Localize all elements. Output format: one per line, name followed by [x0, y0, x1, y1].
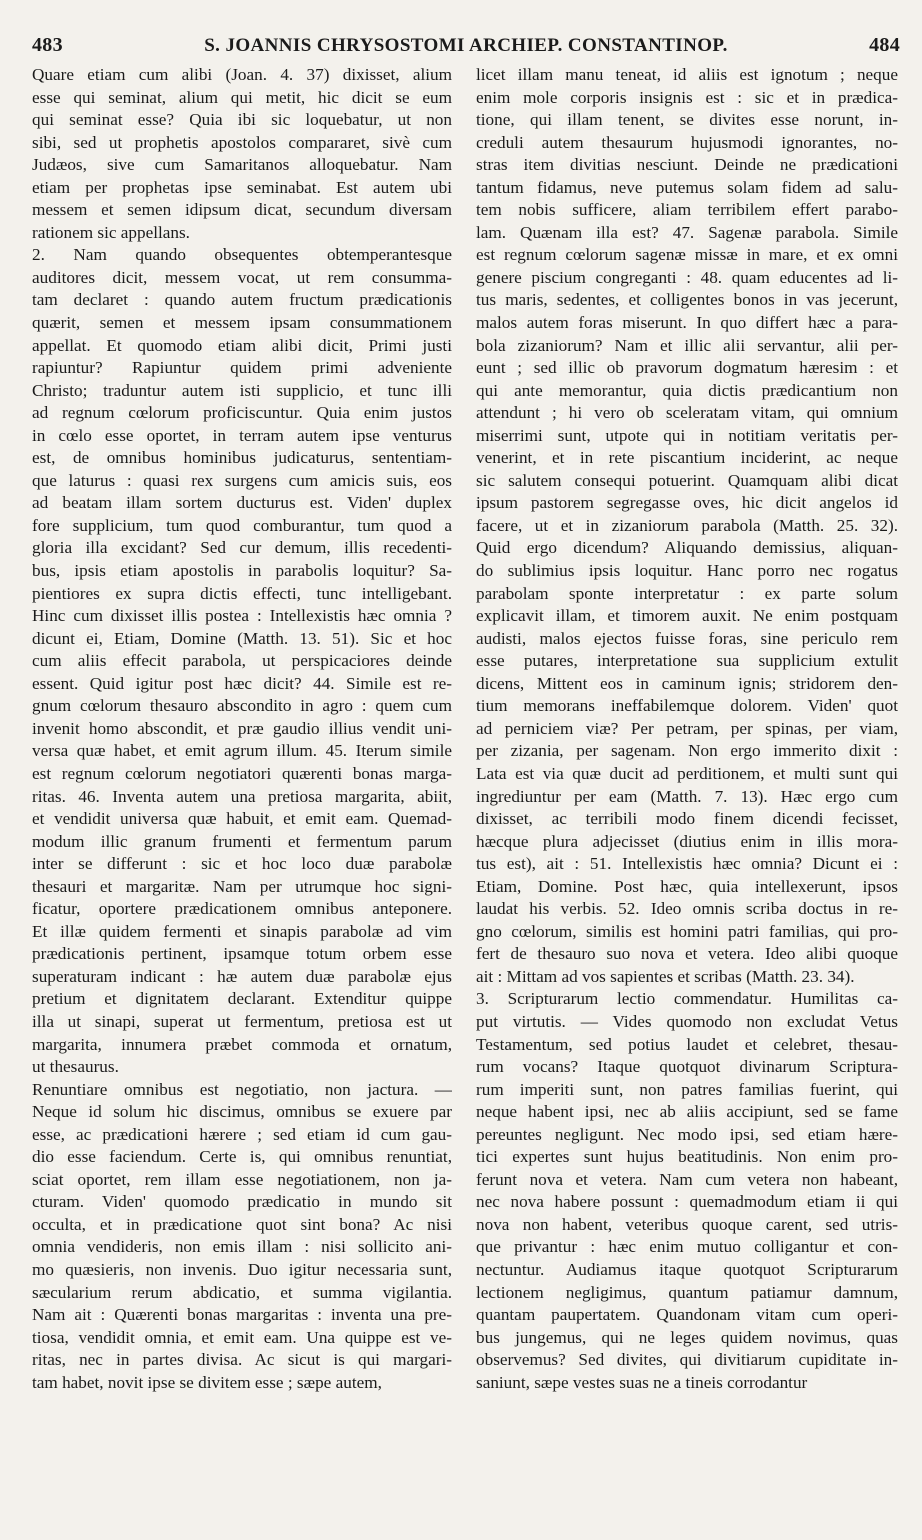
text-line: est regnum cœlorum negotiatori quærenti bonas marga- [32, 763, 452, 783]
text-line: ut thesaurus. [32, 1057, 119, 1077]
paragraph [476, 64, 898, 988]
text-line: mo quæsieris, non invenis. Duo igitur necessaria sunt, [32, 1259, 452, 1279]
text-line: sic salutem consequi potuerint. Quamquam alibi dicat [476, 470, 898, 490]
text-line: etiam per prophetas ipse seminabat. Est autem ubi [32, 177, 452, 197]
text-line: genere piscium congreganti : 48. quam educentes ad li- [476, 267, 898, 287]
text-line: dicens, Mittent eos in caminum ignis; stridorem den- [476, 673, 898, 693]
text-line: ipsum pastorem segregasse oves, hic dicit angelos id [476, 493, 898, 513]
text-line: miserrimi sunt, utpote qui in notitiam veritatis per- [476, 425, 898, 445]
paragraph [32, 64, 452, 244]
text-line: quærit, semen et messem ipsam consummationem [32, 313, 452, 333]
text-line: que laturus : quasi rex surgens cum amicis suis, eos [32, 470, 452, 490]
text-line: 2. Nam quando obsequentes obtemperantesque [32, 245, 452, 265]
text-line: 3. Scripturarum lectio commendatur. Humilitas ca- [476, 989, 898, 1009]
text-line: esse putares, interpretatione sua supplicium extulit [476, 651, 898, 671]
text-line: esse qui seminat, alium qui metit, hic dicit se eum [32, 87, 452, 107]
text-line: rationem sic appellans. [32, 222, 190, 242]
text-line: gloria illa excidant? Sed cur demum, illis recedenti- [32, 538, 452, 558]
text-line: dio esse faciendum. Certe is, qui omnibus renuntiat, [32, 1147, 452, 1167]
text-line: essent. Quid igitur post hæc dicit? 44. Simile est re- [32, 673, 452, 693]
text-line: ferunt nova et vetera. Nam cum vetera non habeant, [476, 1169, 898, 1189]
text-line: rapiuntur? Rapiuntur quidem primi adveniente [32, 358, 452, 378]
text-line: gno cœlorum, similis est homini patri familias, qui pro- [476, 921, 898, 941]
text-line: sciat oportet, rem illam esse negotiationem, non ja- [32, 1169, 452, 1189]
text-line: Lata est via quæ ducit ad perditionem, et multi sunt qui [476, 763, 898, 783]
text-line: attendunt ; hi vero ob sceleratam vitam, qui omnium [476, 403, 898, 423]
text-line: venerint, et in rete piscantium inciderint, ac neque [476, 448, 898, 468]
running-title: S. JOANNIS CHRYSOSTOMI ARCHIEP. CONSTANTINOP. [204, 35, 728, 56]
text-line: Quid ergo dicendum? Aliquando demissius, aliquan- [476, 538, 898, 558]
text-line: sæcularium rerum abdicatio, et summa vigilantia. [32, 1282, 452, 1302]
text-line: prædicationis pertinent, ipsamque totum orbem esse [32, 944, 452, 964]
text-line: tem nobis sufficere, aliam terribilem effert parabo- [476, 200, 898, 220]
text-line: fert de thesauro suo nova et vetera. Ideo alibi quoque [476, 944, 898, 964]
text-line: Et illæ quidem fermenti et sinapis parabolæ ad vim [32, 921, 452, 941]
left-column [32, 64, 452, 1394]
text-line: fore supplicium, tum quod comburantur, tum quod a [32, 515, 452, 535]
text-line: hæcque plura adjecisset (diutius enim in illis mora- [476, 831, 898, 851]
text-line: Renuntiare omnibus est negotiatio, non jactura. — [32, 1079, 452, 1099]
text-line: ad regnum cœlorum proficiscuntur. Quia enim justos [32, 403, 452, 423]
paragraph [476, 988, 898, 1394]
text-line: et vendidit universa quæ habuit, et emit eam. Quemad- [32, 809, 452, 829]
text-line: est, de omnibus hominibus judicaturus, sententiam- [32, 448, 452, 468]
text-line: occulta, et in prædicatione quot sint bona? Ac nisi [32, 1214, 452, 1234]
text-line: omnia vendideris, non emis illam : nisi sollicito ani- [32, 1237, 452, 1257]
text-line: quantam paupertatem. Quandonam vitam cum operi- [476, 1305, 898, 1325]
text-line: messem et semen idipsum dicat, secundum diversam [32, 200, 452, 220]
text-line: modum illic granum frumenti et fermentum parum [32, 831, 452, 851]
text-line: bola zizaniorum? Nam et illic alii servantur, alii per- [476, 335, 898, 355]
text-line: ritas, nec in partes divisa. Ac sicut is qui margari- [32, 1350, 452, 1370]
text-line: pientiores ex supra dictis effecti, tunc intelligebant. [32, 583, 452, 603]
text-line: lam. Quænam illa est? 47. Sagenæ parabola. Simile [476, 222, 898, 242]
text-line: ritas. 46. Inventa autem una pretiosa margarita, abiit, [32, 786, 452, 806]
text-line: saniunt, sæpe vestes suas ne a tineis corrodantur [476, 1372, 808, 1392]
text-line: laudat his verbis. 52. Ideo omnis scriba doctus in re- [476, 899, 898, 919]
paragraph [32, 244, 452, 1078]
text-line: tam declaret : quando autem fructum prædicationis [32, 290, 452, 310]
text-line: Hinc cum dixisset illis postea : Intellexistis hæc omnia ? [32, 606, 452, 626]
text-line: que privantur : hæc enim mutuo colligantur et con- [476, 1237, 898, 1257]
text-line: nectuntur. Audiamus itaque quotquot Scripturarum [476, 1259, 898, 1279]
text-line: rum imperiti sunt, non patres familias fuerint, qui [476, 1079, 898, 1099]
text-line: rum vocans? Itaque quotquot divinarum Scriptura- [476, 1057, 898, 1077]
text-line: thesauri et margaritæ. Nam per utrumque hoc signi- [32, 876, 452, 896]
text-line: tus maris, sedentes, et colligentes bonos in vas jecerunt, [476, 290, 898, 310]
text-line: auditores dicit, messem vocat, ut rem consumma- [32, 267, 452, 287]
text-line: nova non habent, veteribus quoque carent, sed utris- [476, 1214, 898, 1234]
right-column [476, 64, 898, 1394]
text-line: qui seminat esse? Quia ibi sic loquebatur, ut non [32, 110, 452, 130]
text-line: malos autem foras miserunt. In quo differt hæc a para- [476, 313, 898, 333]
text-line: Judæos, sive cum Samaritanos alloquebatur. Nam [32, 155, 452, 175]
text-line: ait : Mittam ad vos sapientes et scribas (Matth. 23. 34). [476, 966, 855, 986]
text-line: creduli autem thesaurum hujusmodi ignorantes, no- [476, 132, 898, 152]
text-line: est regnum cœlorum sagenæ missæ in mare, et ex omni [476, 245, 898, 265]
text-line: enim mole corporis insignis est : sic et in prædica- [476, 87, 898, 107]
text-line: Testamentum, sed potius laudet et celebret, thesau- [476, 1034, 898, 1054]
text-line: bus jungemus, qui ne leges quidem novimus, quas [476, 1327, 898, 1347]
text-line: gnum cœlorum thesauro abscondito in agro : quem cum [32, 696, 452, 716]
text-line: illa ut sinapi, superat ut fermentum, pretiosa est ut [32, 1011, 452, 1031]
text-line: licet illam manu teneat, id aliis est ignotum ; neque [476, 65, 898, 84]
text-line: dixisset, ac terribili modo finem dicendi fecisset, [476, 809, 898, 829]
text-line: versa quæ habet, et emit agrum illum. 45. Iterum simile [32, 741, 452, 761]
text-line: pretium et dignitatem declarant. Extenditur quippe [32, 989, 452, 1009]
text-line: tantum fidamus, neve putemus solam fidem ad salu- [476, 177, 898, 197]
text-line: sibi, sed ut prophetis apostolos compararet, sivè cum [32, 132, 452, 152]
text-line: Etiam, Domine. Post hæc, quia intellexerunt, ipsos [476, 876, 898, 896]
text-line: bus, ipsis etiam apostolis in parabolis loquitur? Sa- [32, 561, 452, 581]
text-line: pereuntes negligunt. Nec modo ipsi, sed etiam hære- [476, 1124, 898, 1144]
page-number-left: 483 [32, 34, 63, 56]
text-line: do sublimius ipsis loquitur. Hanc porro nec rogatus [476, 561, 898, 581]
text-line: facere, ut et in zizaniorum parabola (Matth. 25. 32). [476, 515, 898, 535]
text-line: ficatur, oportere prædicationem omnibus anteponere. [32, 899, 452, 919]
text-line: neque habent ipsi, nec ab aliis accipiunt, sed se fame [476, 1102, 898, 1122]
text-line: dicunt ei, Etiam, Domine (Matth. 13. 51). Sic et hoc [32, 628, 452, 648]
text-line: tam habet, novit ipse se divitem esse ; sæpe autem, [32, 1372, 382, 1392]
text-line: ad beatam illam sortem ducturus est. Viden' duplex [32, 493, 452, 513]
page-number-right: 484 [869, 34, 900, 56]
text-line: put virtutis. — Vides quomodo non excludat Vetus [476, 1011, 898, 1031]
text-line: invenit homo abscondit, et præ gaudio illius vendit uni- [32, 718, 452, 738]
text-line: tus est), ait : 51. Intellexistis hæc omnia? Dicunt ei : [476, 854, 898, 874]
text-line: tiosa, vendidit omnia, et emit eam. Una quippe est ve- [32, 1327, 452, 1347]
text-line: tione, qui illam tenent, se divites esse norunt, in- [476, 110, 898, 130]
text-line: Quare etiam cum alibi (Joan. 4. 37) dixisset, alium [32, 65, 452, 84]
text-line: nec nova habere possunt : quemadmodum etiam ii qui [476, 1192, 898, 1212]
text-line: parabolam sponte interpretatur : ex parte solum [476, 583, 898, 603]
text-line: lectionem negligimus, quantum patiamur damnum, [476, 1282, 898, 1302]
text-line: ingrediuntur per eam (Matth. 7. 13). Hæc ergo cum [476, 786, 898, 806]
text-line: tium memorans ineffabilemque dolorem. Viden' quot [476, 696, 898, 716]
text-line: cum aliis effecit parabola, ut perspicaciores deinde [32, 651, 452, 671]
text-line: audisti, malos ejectos fuisse foras, sine periculo rem [476, 628, 898, 648]
text-line: cturam. Viden' quomodo prædicatio in mundo sit [32, 1192, 452, 1212]
text-line: inter se differunt : sic et hoc loco duæ parabolæ [32, 854, 452, 874]
text-line: in cœlo esse oportet, in terram autem ipse venturus [32, 425, 452, 445]
text-line: Nam ait : Quærenti bonas margaritas : inventa una pre- [32, 1305, 452, 1325]
text-line: appellat. Et quomodo etiam alibi dicit, Primi justi [32, 335, 452, 355]
text-line: ad perniciem viæ? Per petram, per spinas, per viam, [476, 718, 898, 738]
text-line: observemus? Sed divites, qui divitiarum cupiditate in- [476, 1350, 898, 1370]
text-line: qui ante memorantur, quia dictis prædicantium non [476, 380, 898, 400]
text-line: per zizania, per sagenam. Non ergo immerito dixit : [476, 741, 898, 761]
text-line: esse, ac prædicationi hærere ; sed etiam id cum gau- [32, 1124, 452, 1144]
text-line: eunt ; sed illic ob pravorum dogmatum hæresim : et [476, 358, 898, 378]
paragraph [32, 1079, 452, 1395]
text-line: Neque id solum hic discimus, omnibus se exuere par [32, 1102, 452, 1122]
text-line: margarita, innumera præbet commoda et ornatum, [32, 1034, 452, 1054]
running-header [32, 34, 900, 64]
text-line: superaturam indicant : hæ autem duæ parabolæ ejus [32, 966, 452, 986]
text-line: stras item divitias nesciunt. Deinde ne prædicationi [476, 155, 898, 175]
text-line: explicavit illam, et timorem auxit. Ne enim postquam [476, 606, 898, 626]
text-line: tici expertes sunt hujus beatitudinis. Non enim pro- [476, 1147, 898, 1167]
text-line: Christo; traduntur autem isti supplicio, et tunc illi [32, 380, 452, 400]
